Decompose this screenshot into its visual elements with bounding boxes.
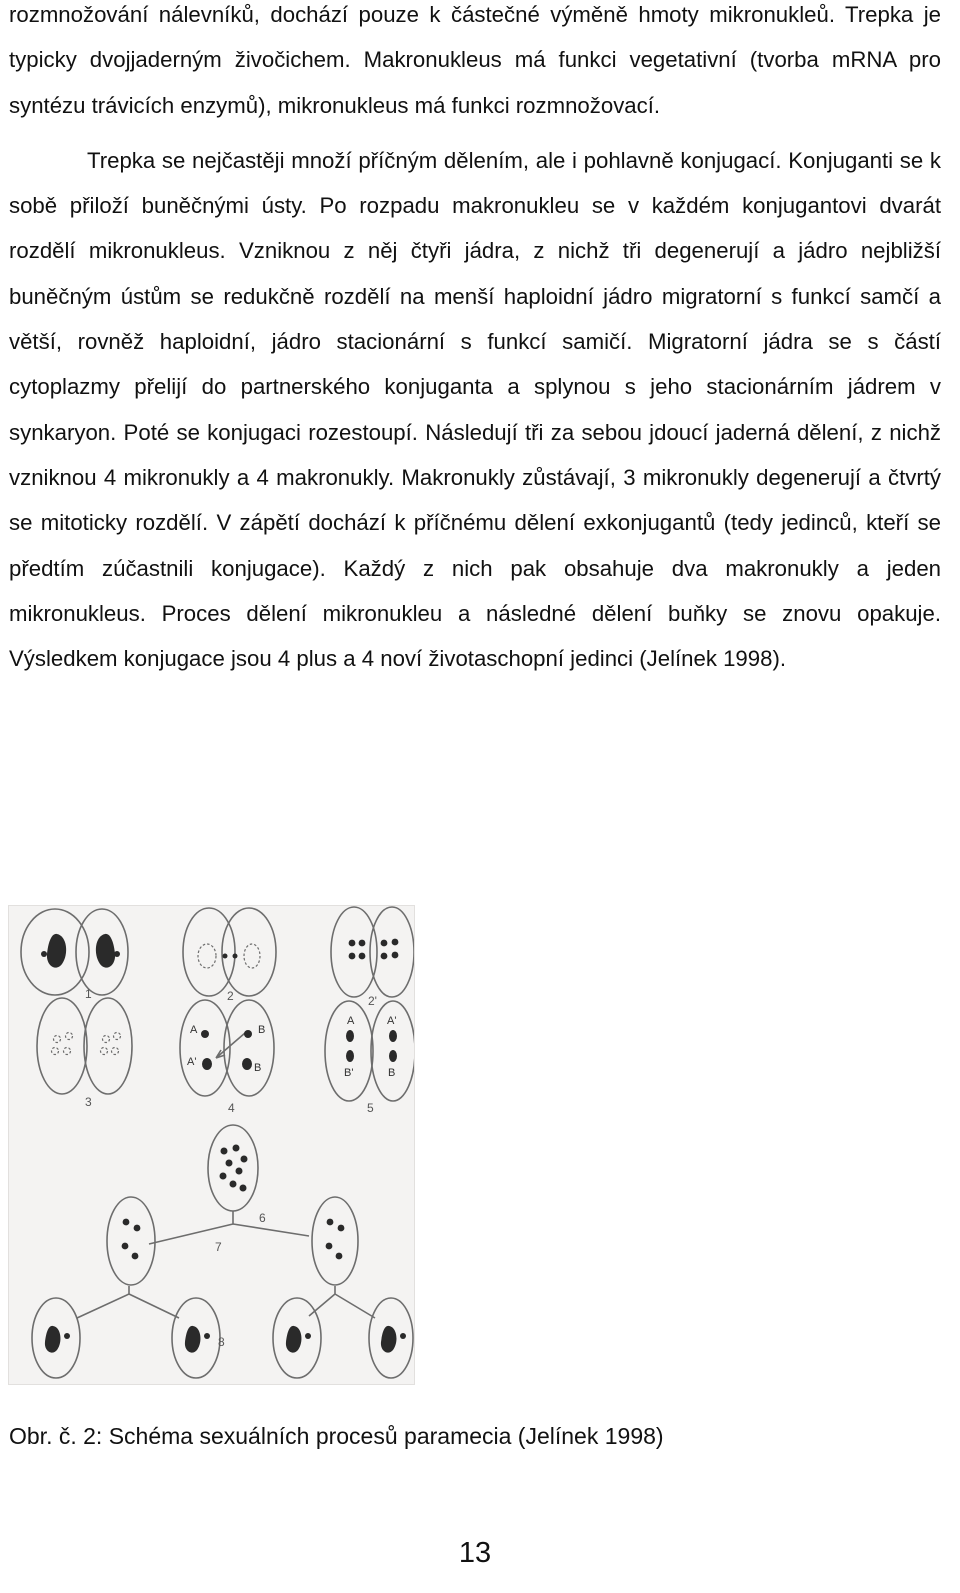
micronucleus <box>392 939 399 946</box>
paragraph: rozmnožování nálevníků, dochází pouze k částečné výměně hmoty mikronukleů. Trepka je typicky dvojjaderným živočichem. Makronukleus má funkci vegetativní (tvorba mRNA pro syntézu trávicích enzymů), mikronukleus má funkci rozmnožovací. <box>9 2 941 118</box>
micronucleus <box>114 951 120 957</box>
cell-outline <box>107 1197 155 1285</box>
nucleus <box>230 1181 237 1188</box>
cell-outline <box>183 908 235 996</box>
micronucleus <box>223 954 228 959</box>
synkaryon <box>346 1030 354 1042</box>
synkaryon <box>346 1050 354 1062</box>
micronucleus <box>349 953 356 960</box>
degenerating-nucleus <box>103 1036 110 1043</box>
nucleus <box>326 1243 333 1250</box>
nucleus-label: B <box>258 1024 266 1036</box>
synkaryon <box>389 1050 397 1062</box>
degenerating-nucleus <box>54 1036 61 1043</box>
nucleus <box>241 1156 248 1163</box>
synkaryon <box>389 1030 397 1042</box>
nucleus <box>134 1225 141 1232</box>
macronucleus <box>381 1326 397 1353</box>
stage-label: 2' <box>368 994 377 1008</box>
nucleus <box>236 1168 243 1175</box>
degenerating-nucleus <box>64 1048 71 1055</box>
macronucleus <box>47 934 66 968</box>
stage-label: 8 <box>218 1335 225 1349</box>
cell-outline <box>222 908 276 996</box>
division-lines <box>77 1286 179 1318</box>
micronucleus <box>359 940 366 947</box>
nucleus <box>123 1219 130 1226</box>
degenerating-nucleus <box>66 1033 73 1040</box>
nucleus <box>226 1160 233 1167</box>
nucleus <box>122 1243 129 1250</box>
nucleus-label: B <box>388 1067 396 1079</box>
degenerating-nucleus <box>112 1048 119 1055</box>
nucleus <box>132 1253 139 1260</box>
stationary-nucleus <box>242 1058 252 1070</box>
nucleus-label: A <box>190 1024 198 1036</box>
conjugation-diagram <box>9 906 414 1384</box>
cell-outline <box>224 1000 274 1096</box>
cell-outline <box>312 1197 358 1285</box>
nucleus-label: A' <box>187 1056 197 1068</box>
micronucleus <box>204 1333 210 1339</box>
migratory-nucleus <box>201 1030 209 1038</box>
paragraph: Trepka se nejčastěji množí příčným dělením, ale i pohlavně konjugací. Konjuganti se k sobě přiloží buněčnými ústy. Po rozpadu makronukleu se v každém konjugantovi dvarát rozdělí mikronukleus. Vzniknou z něj čtyři jádra, z nichž tři degenerují a jádro nejbližší buněčným ústům se redukčně rozdělí na menší haploidní jádro migratorní s funkcí samčí a větší, rovněž haploidní, jádro stacionární s funkcí samičí. Migratorní jádra se s částí cytoplazmy přelijí do partnerského konjuganta a splynou s jeho stacionárním jádrem v synkaryon. Poté se konjugaci rozestoupí. Následují tři za sebou jdoucí jaderná dělení, z nichž vzniknou 4 mikronukly a 4 makronukly. Makronukly zůstávají, 3 mikronukly degenerují a čtvrtý se mitoticky rozdělí. V zápětí dochází k příčnému dělení exkonjugantů (tedy jedinců, kteří se předtím zúčastnili konjugace). Každý z nich pak obsahuje dva makronukly a jeden mikronukleus. Proces dělení mikronukleu a následné dělení buňky se znovu opakuje. Výsledkem konjugace jsou 4 plus a 4 noví životaschopní jedinci (Jelínek 1998). <box>9 147 941 672</box>
nucleus-label: B <box>254 1062 262 1074</box>
degenerating-nucleus <box>101 1048 108 1055</box>
stage-label: 4 <box>228 1101 235 1115</box>
nucleus <box>336 1253 343 1260</box>
nucleus <box>221 1148 228 1155</box>
stationary-nucleus <box>202 1058 212 1070</box>
macronucleus <box>96 934 115 968</box>
macronucleus <box>45 1326 61 1353</box>
nucleus-label: A' <box>387 1015 397 1027</box>
body-text <box>9 0 941 681</box>
migratory-nucleus <box>244 1030 252 1038</box>
micronucleus <box>349 940 356 947</box>
division-lines <box>309 1286 375 1318</box>
stage-label: 5 <box>367 1101 374 1115</box>
division-lines <box>149 1211 309 1244</box>
stage-label: 3 <box>85 1095 92 1109</box>
nucleus-label: A <box>347 1015 355 1027</box>
nucleus <box>327 1219 334 1226</box>
macronucleus <box>286 1326 302 1353</box>
degenerating-macronucleus <box>244 944 260 968</box>
micronucleus <box>392 952 399 959</box>
page-number: 13 <box>458 1537 492 1569</box>
stage-label: 2 <box>227 989 234 1003</box>
nucleus-label: B' <box>344 1067 354 1079</box>
nucleus <box>233 1145 240 1152</box>
micronucleus <box>381 940 388 947</box>
micronucleus <box>400 1333 406 1339</box>
micronucleus <box>305 1333 311 1339</box>
macronucleus <box>185 1326 201 1353</box>
stage-label: 6 <box>259 1211 266 1225</box>
nucleus <box>240 1185 247 1192</box>
cell-outline <box>180 1000 230 1096</box>
stage-label: 1 <box>85 987 92 1001</box>
micronucleus <box>381 953 388 960</box>
figure-caption: Obr. č. 2: Schéma sexuálních procesů paramecia (Jelínek 1998) <box>9 1423 664 1449</box>
nucleus <box>338 1225 345 1232</box>
micronucleus <box>359 953 366 960</box>
cell-outline <box>37 998 87 1094</box>
nucleus <box>220 1173 227 1180</box>
micronucleus <box>64 1333 70 1339</box>
cell-outline <box>208 1125 258 1211</box>
cell-outline <box>84 998 132 1094</box>
stage-label: 7 <box>215 1240 222 1254</box>
degenerating-macronucleus <box>198 944 216 968</box>
conjugation-schema-figure <box>8 905 415 1385</box>
degenerating-nucleus <box>52 1048 59 1055</box>
micronucleus <box>41 951 47 957</box>
micronucleus <box>233 954 238 959</box>
degenerating-nucleus <box>114 1033 121 1040</box>
